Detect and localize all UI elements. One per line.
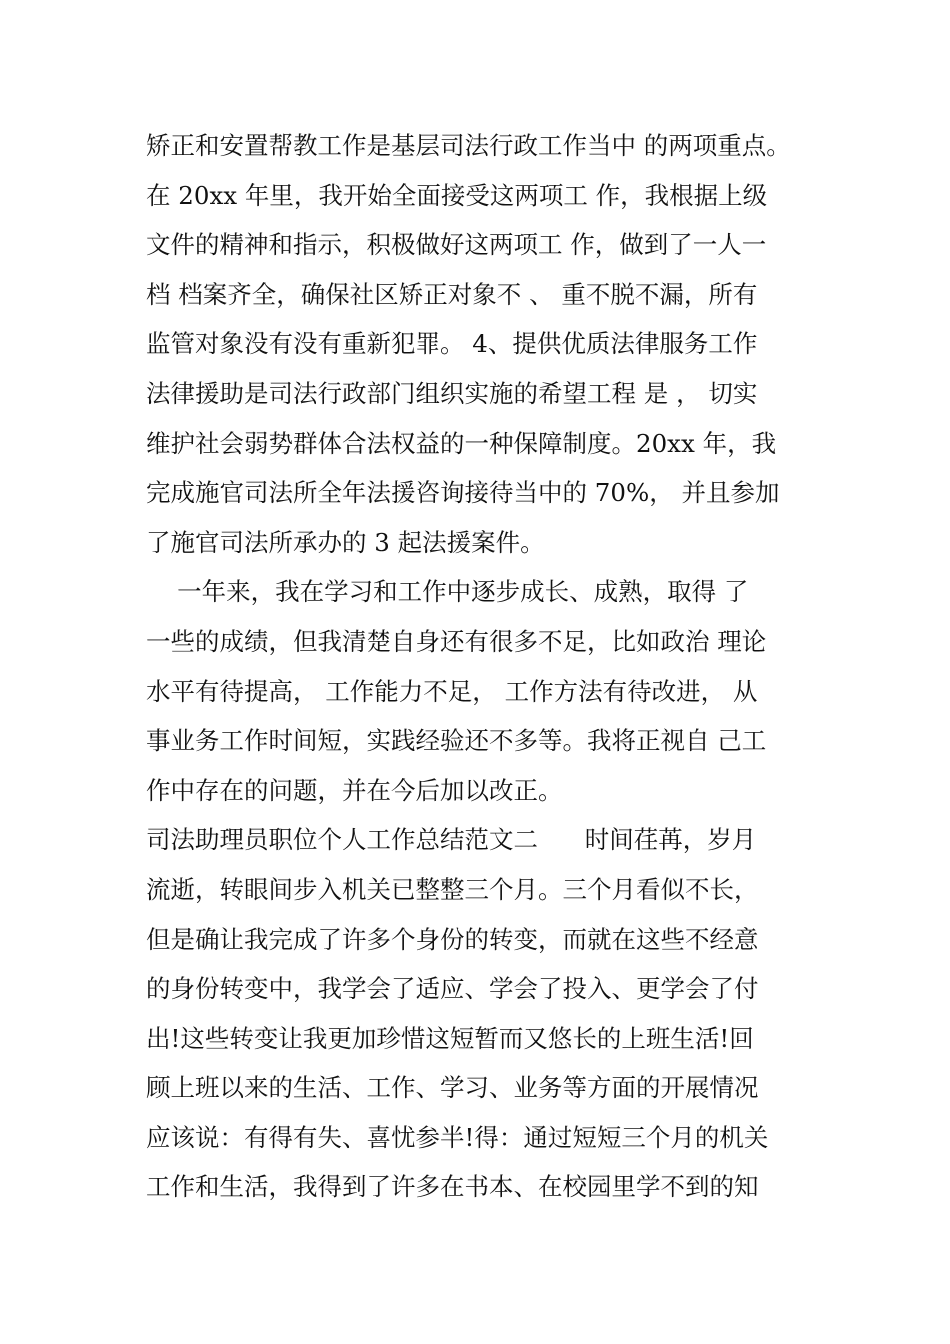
- text-line: 文件的精神和指示，积极做好这两项工 作，做到了一人一: [146, 230, 767, 260]
- text-line: 一年来，我在学习和工作中逐步成长、成熟，取得 了: [146, 577, 749, 607]
- text-line: 出!这些转变让我更加珍惜这短暂而又悠长的上班生活!回: [146, 1023, 754, 1053]
- text-line: 矫正和安置帮教工作是基层司法行政工作当中 的两项重点。: [146, 131, 791, 160]
- text-line: 完成施官司法所全年法援咨询接待当中的 70%， 并且参加: [146, 478, 780, 508]
- text-line: 监管对象没有没有重新犯罪。 4、提供优质法律服务工作: [146, 329, 758, 359]
- text-line: 顾上班以来的生活、工作、学习、业务等方面的开展情况: [146, 1073, 759, 1103]
- text-line: 一些的成绩，但我清楚自身还有很多不足，比如政治 理论: [146, 626, 767, 656]
- text-line: 在 20xx 年里，我开始全面接受这两项工 作，我根据上级: [146, 180, 768, 210]
- text-line: 法律援助是司法行政部门组织实施的希望工程 是 ， 切实: [146, 378, 758, 408]
- text-line: 事业务工作时间短，实践经验还不多等。我将正视自 己工: [146, 726, 767, 756]
- text-line: 作中存在的问题，并在今后加以改正。: [146, 775, 563, 805]
- text-line: 但是确让我完成了许多个身份的转变，而就在这些不经意: [146, 924, 759, 954]
- document-body: [146, 126, 826, 1217]
- section-heading-line: 司法助理员职位个人工作总结范文二 时间荏苒，岁月: [146, 825, 757, 855]
- text-line: 流逝，转眼间步入机关已整整三个月。三个月看似不长，: [146, 874, 759, 904]
- text-line: 水平有待提高， 工作能力不足， 工作方法有待改进， 从: [146, 676, 758, 706]
- text-line: 工作和生活，我得到了许多在书本、在校园里学不到的知: [146, 1172, 759, 1202]
- text-line: 的身份转变中，我学会了适应、学会了投入、更学会了付: [146, 974, 759, 1004]
- text-line: 维护社会弱势群体合法权益的一种保障制度。20xx 年，我: [146, 428, 777, 458]
- text-line: 档 档案齐全，确保社区矫正对象不 、 重不脱不漏，所有: [146, 279, 758, 309]
- text-line: 了施官司法所承办的 3 起法援案件。: [146, 527, 545, 557]
- text-line: 应该说：有得有失、喜忧参半!得：通过短短三个月的机关: [146, 1122, 769, 1152]
